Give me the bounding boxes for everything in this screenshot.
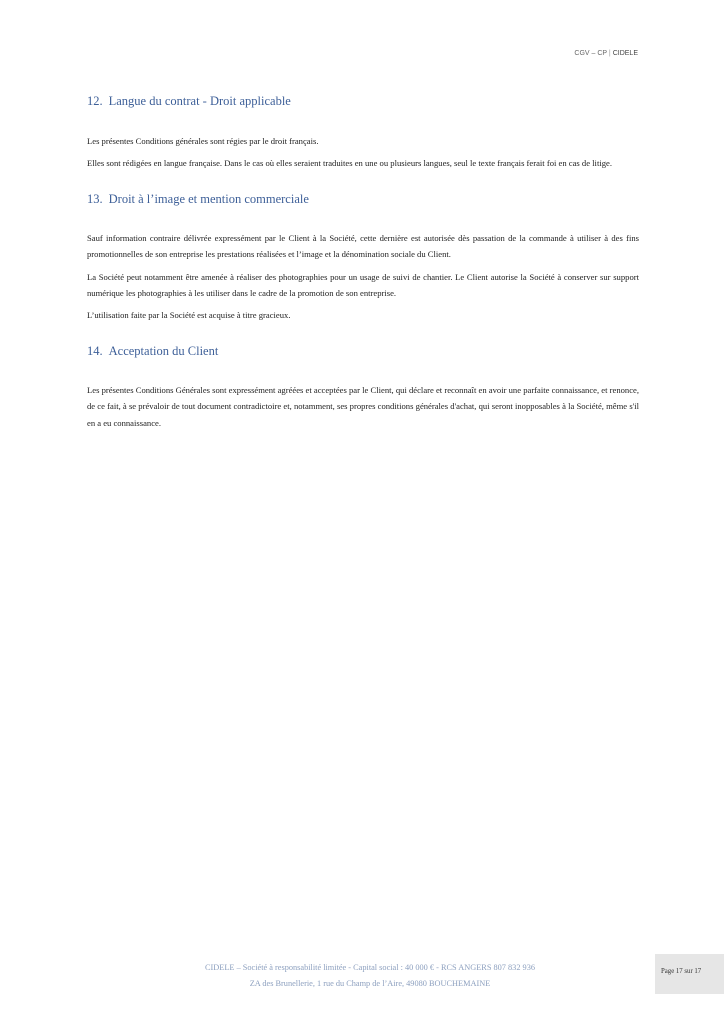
header-doc-code: CGV – CP (574, 50, 607, 57)
section-title: Acceptation du Client (108, 343, 219, 358)
footer-company-line: CIDELE – Société à responsabilité limitée - Capital social : 40 000 € - RCS ANGERS 807 832 936 (205, 963, 535, 972)
section-12 (87, 94, 639, 172)
header-company: CIDELE (612, 50, 638, 57)
page-footer (150, 960, 590, 992)
section-heading (87, 94, 639, 109)
section-number: 13. (87, 191, 103, 206)
paragraph: L’utilisation faite par la Société est acquise à titre gracieux. (87, 310, 291, 321)
page-header (574, 50, 638, 57)
section-title: Langue du contrat - Droit applicable (108, 94, 291, 108)
document-body (87, 92, 639, 431)
section-heading (87, 344, 639, 359)
paragraph: Sauf information contraire délivrée expressément par le Client à la Société, cette dernière est autorisée dès passation de la commande à utiliser à des fins promotionnelles de son entreprise les prestations réalisées et l’image et la dénomination sociale du Client. (87, 232, 639, 260)
page-number: Page 17 sur 17 (661, 968, 702, 975)
footer-address-line: ZA des Brunellerie, 1 rue du Champ de l’Aire, 49080 BOUCHEMAINE (249, 979, 491, 988)
section-14 (87, 344, 639, 431)
paragraph: Les présentes Conditions Générales sont expressément agréées et acceptées par le Client, qui déclare et reconnaît en avoir une parfaite connaissance, et renonce, de ce fait, à se prévaloir de tout document contradictoire et, notamment, ses propres conditions générales d'achat, qui seront inopposables à la Société, même s'il en a eu connaissance. (87, 384, 639, 428)
paragraph: Elles sont rédigées en langue française. Dans le cas où elles seraient traduites en une ou plusieurs langues, seul le texte français ferait foi en cas de litige. (87, 158, 612, 169)
section-heading (87, 192, 639, 207)
section-title: Droit à l’image et mention commerciale (108, 191, 309, 206)
page-number-box (655, 954, 724, 994)
paragraph: La Société peut notamment être amenée à réaliser des photographies pour un usage de suivi de chantier. Le Client autorise la Société à conserver sur support numérique les photographies à les utiliser dans le cadre de la promotion de son entreprise. (87, 271, 639, 299)
paragraph: Les présentes Conditions générales sont régies par le droit français. (87, 136, 319, 146)
section-number: 14. (87, 343, 103, 358)
section-number: 12. (87, 94, 103, 108)
header-separator: | (608, 50, 611, 57)
section-13 (87, 192, 639, 324)
